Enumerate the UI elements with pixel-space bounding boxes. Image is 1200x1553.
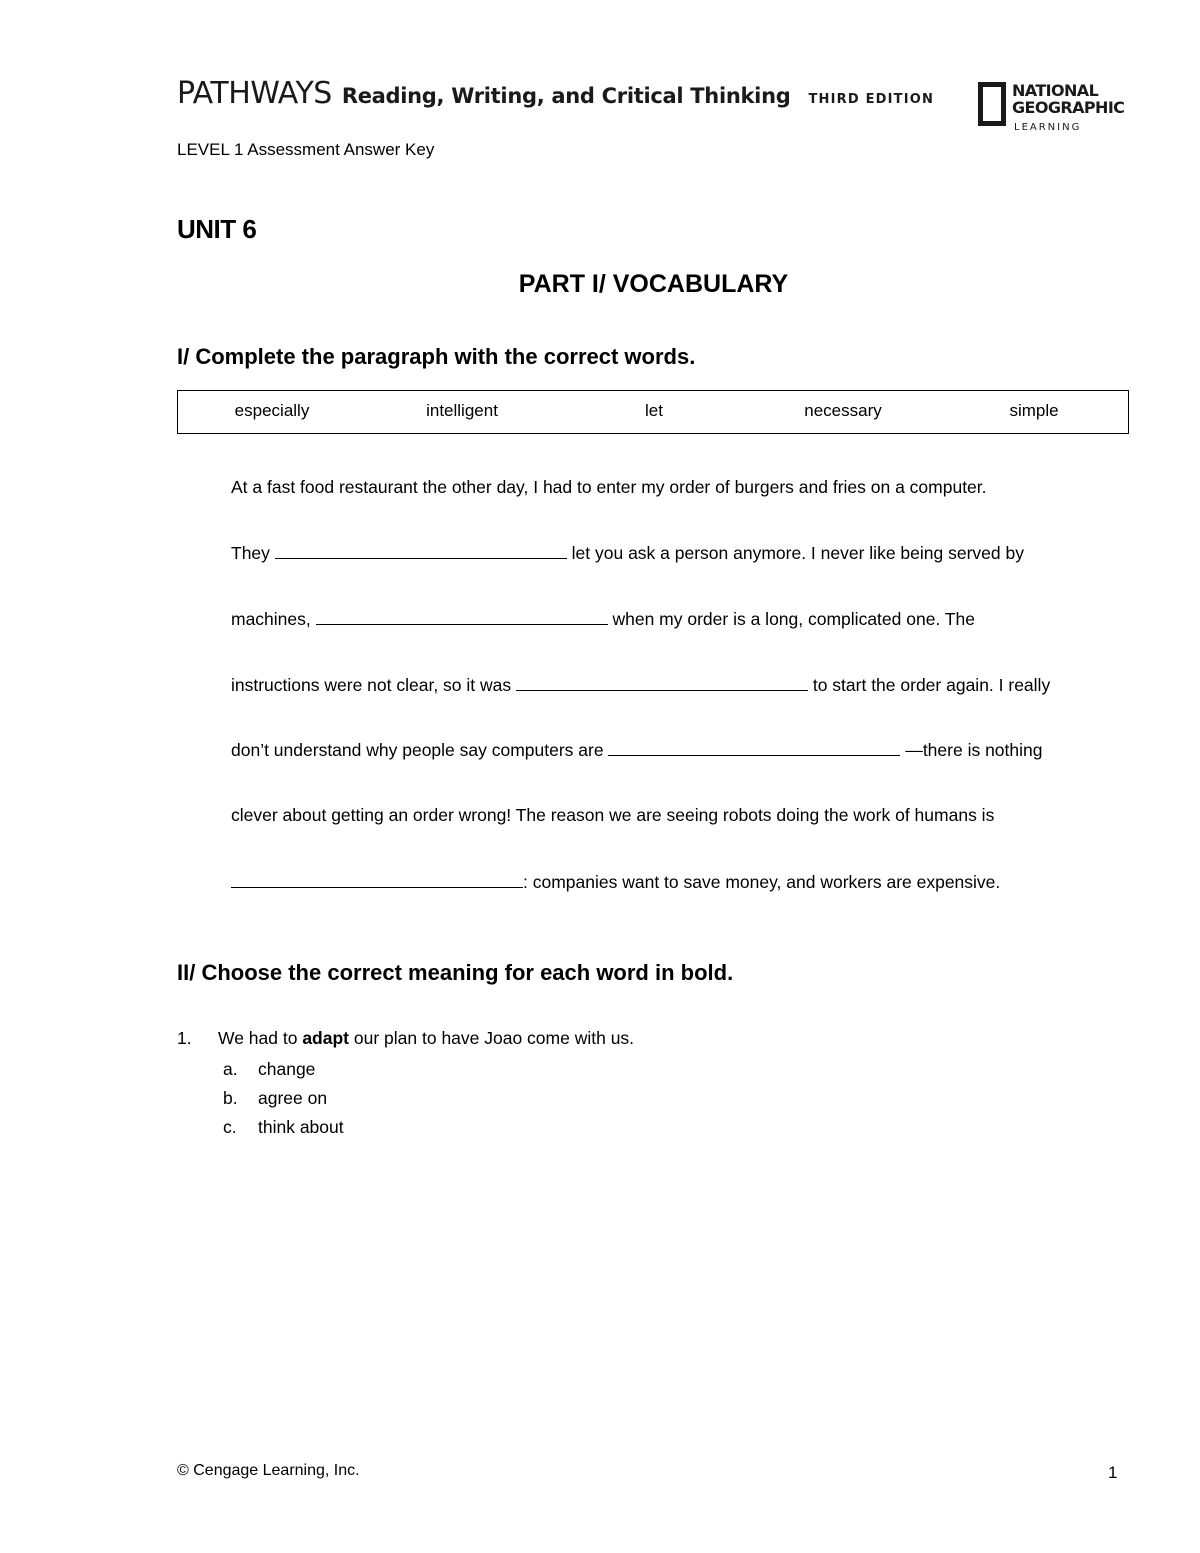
option-text[interactable]: think about — [258, 1117, 344, 1137]
brand-header — [177, 76, 934, 111]
option-text[interactable]: change — [258, 1059, 316, 1079]
copyright: © Cengage Learning, Inc. — [177, 1462, 360, 1479]
option-letter: c. — [223, 1117, 237, 1137]
publisher-logo — [978, 82, 1128, 136]
question-number: 1. — [177, 1028, 192, 1048]
paragraph-line: machines, when my order is a long, complicated one. The — [231, 609, 975, 629]
option-letter: b. — [223, 1088, 238, 1108]
paragraph-line: : companies want to save money, and workers are expensive. — [231, 871, 1000, 893]
level-line: LEVEL 1 Assessment Answer Key — [177, 140, 435, 159]
word-bank-item: intelligent — [426, 401, 498, 420]
word-bank-item: especially — [234, 401, 310, 420]
paragraph-line: They let you ask a person anymore. I never like being served by — [231, 543, 1024, 563]
section2-heading: II/ Choose the correct meaning for each word in bold. — [177, 960, 734, 985]
word-bank-item: necessary — [804, 401, 882, 420]
section1-heading: I/ Complete the paragraph with the correct words. — [177, 344, 696, 369]
paragraph-line: instructions were not clear, so it was to start the order again. I really — [231, 675, 1051, 695]
answer-blank[interactable] — [316, 608, 608, 625]
paragraph-line: At a fast food restaurant the other day, I had to enter my order of burgers and fries on a computer. — [231, 477, 987, 497]
answer-blank[interactable] — [516, 674, 808, 691]
answer-blank[interactable] — [275, 542, 567, 559]
publisher-learning: LEARNING — [1014, 122, 1082, 133]
question-text: We had to adapt our plan to have Joao come with us. — [218, 1028, 635, 1048]
word-bank-item: simple — [1009, 401, 1059, 420]
word-bank — [177, 390, 1129, 434]
part-title: PART I/ VOCABULARY — [518, 270, 789, 298]
yellow-border-logo-icon — [978, 82, 1006, 126]
bold-word: adapt — [302, 1028, 350, 1048]
publisher-name: NATIONAL GEOGRAPHIC — [1012, 81, 1125, 117]
option-text[interactable]: agree on — [258, 1088, 328, 1108]
word-bank-item: let — [645, 401, 663, 420]
brand-name: PATHWAYS — [177, 76, 332, 111]
answer-blank[interactable] — [608, 739, 900, 756]
edition-label: THIRD EDITION — [808, 92, 935, 107]
paragraph-line: don’t understand why people say computers are —there is nothing — [231, 740, 1043, 760]
answer-blank[interactable] — [231, 871, 523, 888]
paragraph-line: clever about getting an order wrong! The reason we are seeing robots doing the work of humans is — [231, 805, 995, 825]
option-letter: a. — [223, 1059, 238, 1079]
unit-title: UNIT 6 — [177, 214, 257, 244]
brand-subtitle: Reading, Writing, and Critical Thinking — [341, 84, 791, 108]
page-number: 1 — [1108, 1463, 1118, 1482]
